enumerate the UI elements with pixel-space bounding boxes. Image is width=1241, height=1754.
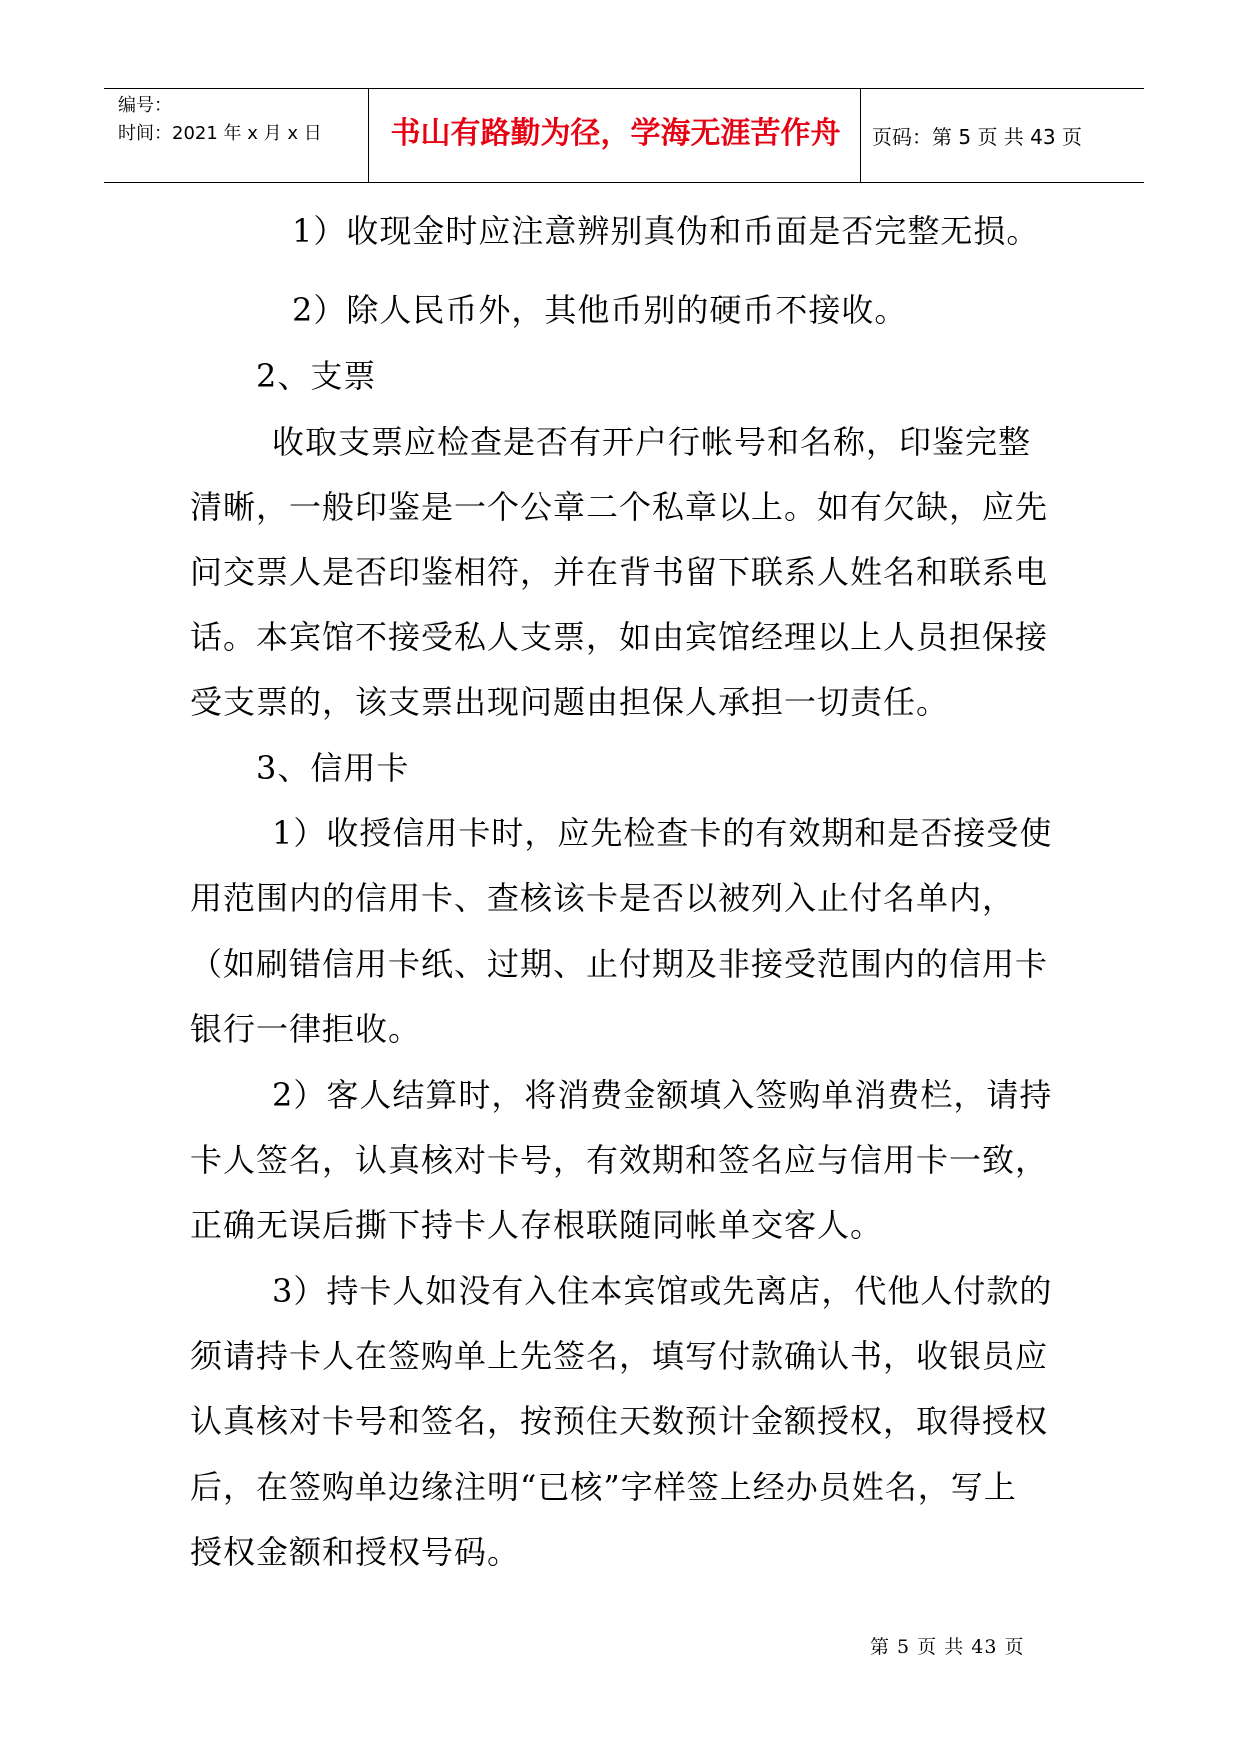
body-line: 用范围内的信用卡、查核该卡是否以被列入止付名单内， — [190, 879, 1016, 917]
body-line: 认真核对卡号和签名，按预住天数预计金额授权，取得授权 — [190, 1402, 1049, 1440]
body-line: （如刷错信用卡纸、过期、止付期及非接受范围内的信用卡 — [190, 945, 1049, 983]
section-heading: 3、信用卡 — [256, 749, 410, 787]
body-line: 卡人签名，认真核对卡号，有效期和签名应与信用卡一致， — [190, 1141, 1049, 1179]
document-time-label: 时间：2021 年 x 月 x 日 — [118, 123, 322, 144]
body-line: 清晰，一般印鉴是一个公章二个私章以上。如有欠缺，应先 — [190, 488, 1049, 526]
page-footer: 第 5 页 共 43 页 — [870, 1636, 1025, 1658]
body-line: 1）收现金时应注意辨别真伪和币面是否完整无损。 — [292, 212, 1040, 250]
body-line: 须请持卡人在签购单上先签名，填写付款确认书，收银员应 — [190, 1337, 1049, 1375]
section-heading: 2、支票 — [256, 357, 377, 395]
body-line: 银行一律拒收。 — [190, 1010, 422, 1048]
body-line: 话。本宾馆不接受私人支票，如由宾馆经理以上人员担保接 — [190, 618, 1049, 656]
header-motto: 书山有路勤为径，学海无涯苦作舟 — [390, 116, 841, 151]
body-line: 正确无误后撕下持卡人存根联随同帐单交客人。 — [190, 1206, 884, 1244]
body-line: 后，在签购单边缘注明“已核”字样签上经办员姓名，写上 — [190, 1468, 1017, 1506]
header-bottom-rule — [104, 182, 1144, 183]
body-line: 受支票的，该支票出现问题由担保人承担一切责任。 — [190, 683, 950, 721]
header-top-rule — [104, 88, 1144, 89]
header-divider-left — [368, 88, 369, 182]
body-line: 1）收授信用卡时，应先检查卡的有效期和是否接受使 — [272, 814, 1053, 852]
body-line: 收取支票应检查是否有开户行帐号和名称，印鉴完整 — [272, 423, 1032, 461]
body-line: 授权金额和授权号码。 — [190, 1533, 521, 1571]
header-meta — [118, 92, 322, 148]
header-page-indicator: 页码：第 5 页 共 43 页 — [872, 125, 1082, 149]
body-line: 问交票人是否印鉴相符，并在背书留下联系人姓名和联系电 — [190, 553, 1049, 591]
document-number-label: 编号： — [118, 95, 172, 116]
body-line: 3）持卡人如没有入住本宾馆或先离店，代他人付款的 — [272, 1272, 1053, 1310]
header-divider-right — [860, 88, 861, 182]
body-line: 2）客人结算时，将消费金额填入签购单消费栏，请持 — [272, 1076, 1053, 1114]
body-line: 2）除人民币外，其他币别的硬币不接收。 — [292, 291, 908, 329]
